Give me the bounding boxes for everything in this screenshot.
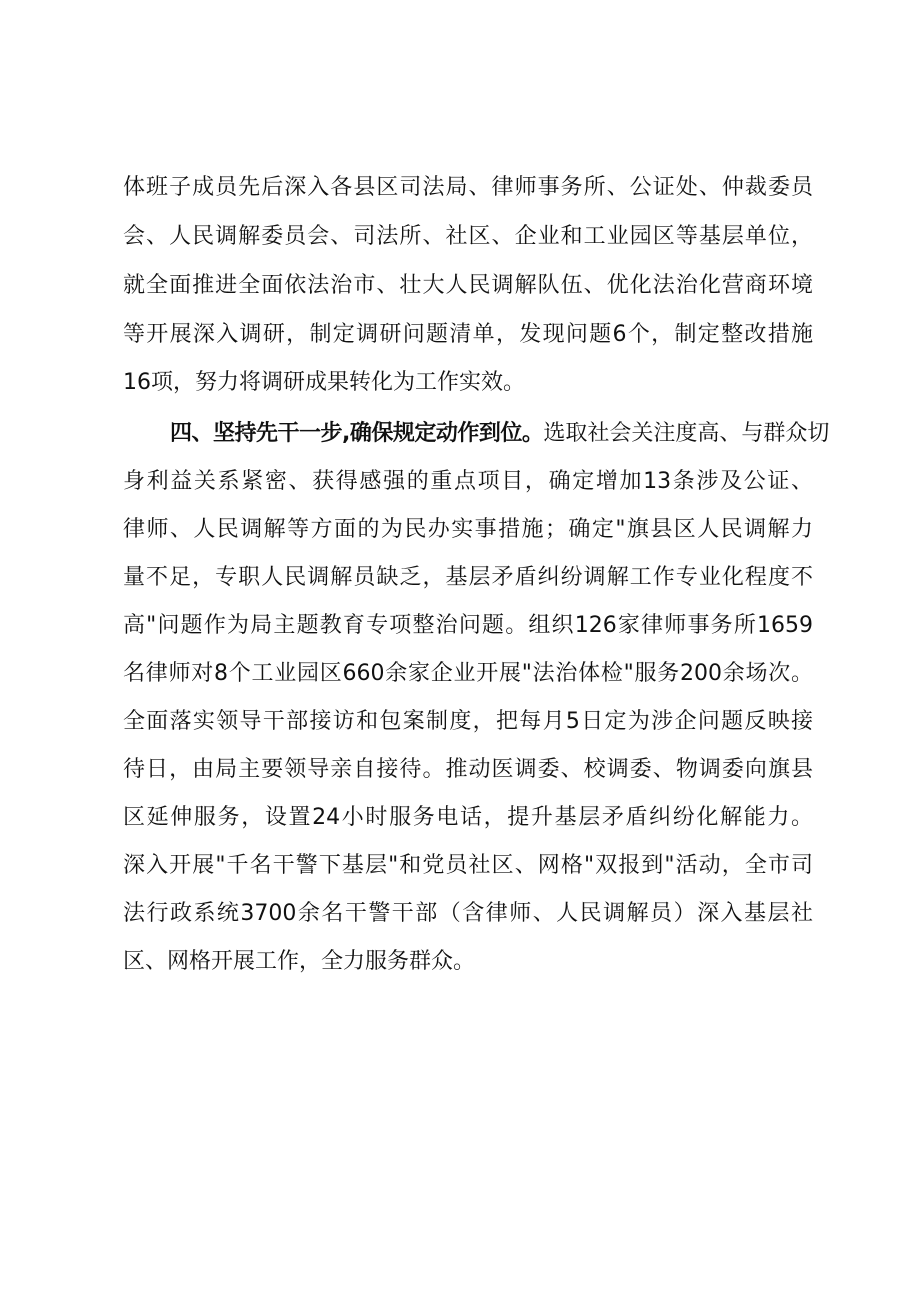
paragraph2-line-3: 律师、人民调解等方面的为民办实事措施；确定"旗县区人民调解力: [123, 517, 813, 542]
paragraph2-line-11: 法行政系统3700余名干警干部（含律师、人民调解员）深入基层社: [123, 901, 813, 926]
paragraph1-line-3: 就全面推进全面依法治市、壮大人民调解队伍、优化法治化营商环境: [123, 273, 813, 298]
paragraph2-line-6: 名律师对8个工业园区660余家企业开展"法治体检"服务200余场次。: [123, 661, 813, 686]
paragraph2-line-1: [170, 410, 830, 458]
paragraph2-line-9: 区延伸服务，设置24小时服务电话，提升基层矛盾纠纷化解能力。: [123, 805, 813, 830]
section-heading: 四、坚持先干一步,确保规定动作到位。: [170, 421, 544, 446]
paragraph1-line-5: 16项，努力将调研成果转化为工作实效。: [123, 370, 525, 395]
paragraph2-line-2: 身利益关系紧密、获得感强的重点项目，确定增加13条涉及公证、: [123, 469, 813, 494]
paragraph2-line-1-text: 选取社会关注度高、与群众切: [543, 421, 830, 446]
paragraph2-line-7: 全面落实领导干部接访和包案制度，把每月5日定为涉企问题反映接: [123, 709, 813, 734]
paragraph2-line-4: 量不足，专职人民调解员缺乏，基层矛盾纠纷调解工作专业化程度不: [123, 565, 813, 590]
paragraph2-line-10: 深入开展"千名干警下基层"和党员社区、网格"双报到"活动，全市司: [123, 853, 813, 878]
paragraph1-line-2: 会、人民调解委员会、司法所、社区、企业和工业园区等基层单位，: [123, 224, 813, 249]
paragraph1-line-4: 等开展深入调研，制定调研问题清单，发现问题6个，制定整改措施: [123, 322, 813, 347]
paragraph2-line-8: 待日，由局主要领导亲自接待。推动医调委、校调委、物调委向旗县: [123, 757, 813, 782]
paragraph2-line-5: 高"问题作为局主题教育专项整治问题。组织126家律师事务所1659: [123, 613, 813, 638]
paragraph1-line-1: 体班子成员先后深入各县区司法局、律师事务所、公证处、仲裁委员: [123, 175, 813, 200]
paragraph2-line-12: 区、网格开展工作，全力服务群众。: [123, 949, 476, 974]
